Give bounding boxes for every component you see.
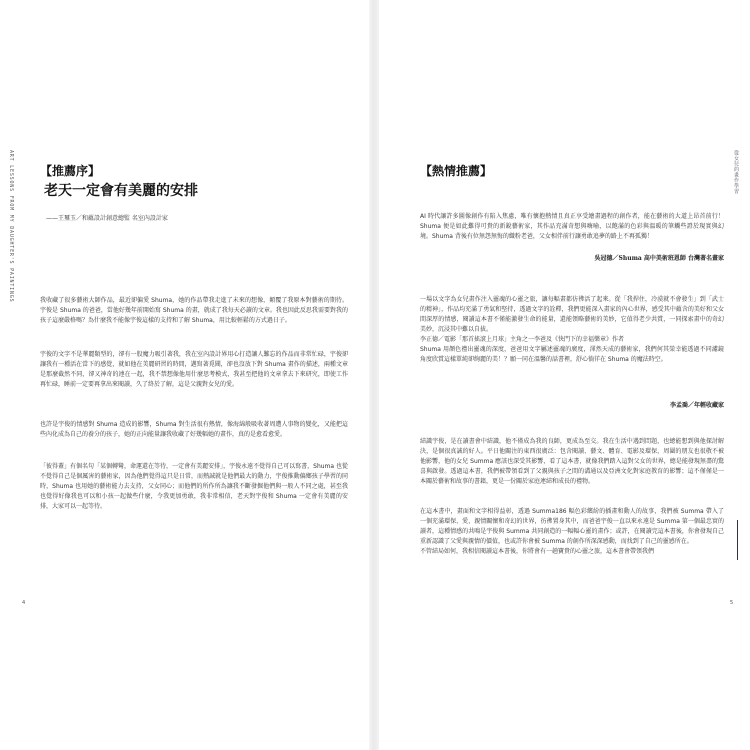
paragraph-1: 我收藏了很多藝術大師作品，最近卻偏愛 Shuma，她的作品帶我走進了未來的想像，顛覆了我原本對藝術的期待。宇俊是 Shuma 的爸爸，當他好幾年前開始寫 Shuma 的畫，就成了我每天必讀的文章。我也因此反思我需要對我的孩子這麼嚴格嗎？為什麼我不能像宇俊這樣的支持和了解 Shuma，用比較輕鬆的方式過日子。 (40, 297, 348, 324)
page-title: 老天一定會有美麗的安排 (44, 183, 198, 199)
section-label: 【熱情推薦】 (420, 164, 493, 178)
section-label: 【推薦序】 (40, 164, 101, 178)
side-rule (737, 520, 738, 560)
recommend-text-3: 結識宇俊，是在讀書會中結識，他不僅成為我的良師，更成為至交。我在生活中遇到問題，也總能想到與他探討解決，是個很真誠的好人。平日他關注的東西很廣泛：包含閱讀、藝文、體育、電影及環保，周圍的朋友也很敬不被他影響，他的女兒 Summa 應該也深受其影響，看了這本書，就像我們踏入這對父女的世界，總是能發現無盡的驚喜與啟發。透過這本書，我們被帶領看到了父親與孩子之間的溝通以及亞洲文化對家庭教育的影響；這不僅僅是一本關於藝術和故事的書籍，更是一份關於家庭連結和成長的禮物。 (420, 438, 724, 485)
page-number: 4 (22, 600, 26, 606)
recommend-text-1: AI 時代讓許多圖像創作有陷入焦慮，唯有懷抱熱情且真正享受繪畫過程的創作者，能在藝術的大道上昂首前行！Shuma 便是如此難得可貴的新銳藝術家，其作品充滿奇想與嗨喻，以飽滿的色彩與溫暖的筆觸些證於現實與幻境。Shuma 背後有位無怨無悔的織粉老爸，父女相伴前行讓勇敢追夢的路上不再孤獨！ (420, 213, 724, 240)
paragraph-4: 「彼得蓋」有個名句「某個轉彎，命運還在等待，一定會有美麗安排」，宇俊永遠不覺得自己可以寫書，Shuma 也從不覺得自己是個厲害的藝術家，因為他們覺得這只是日常，而熱誠就是他們最大的動力，宇俊推動偏鄉孩子學習的同時，Shuma 也用她的藝術能力去支持，父女同心；而他們的所作所為讓我不斷發掘他們與一般人不同之處，甚至我也覺得好像我也可以和小孩一起做些什麼，令我更加勇敢，我非常相信，老天對宇俊和 Shuma 一定會有美麗的安排，大家可以一起等待。 (40, 463, 348, 510)
paragraph-3: 也許是宇俊的情感對 Shuma 造成的影響，Shuma 對生活很有熱情，像海綿般吸收著周遭人事物的變化，又能把這些內化成為自己的養分的孩子，她的正向能量讓我收藏了好幾幅她的畫作，真的是愈看愈愛。 (40, 421, 348, 438)
left-page (0, 0, 370, 750)
page-number: 5 (730, 600, 734, 606)
paragraph-2: 宇俊的文字不是華麗類型的，卻有一股魔力吸引著我，我在室內設計界用心打造讓人難忘的作品而非常忙碌，宇俊卻讓我有一種活在當下的感覺，就如他在美麗研習的時間，邁寫著覓聞，卻也沒放下對 Shuma 畫作的描述，兩種文章是那麼截然不同，卻又神奇的連在一起，我不禁想像他用什麼思考模式，我甚至把他的文章拿去下來研究，即使工作再忙碌，睡前一定要再拿出來閱讀，久了終於了解，這是父親對女兒的愛。 (40, 351, 348, 388)
recommender-signature-1: 吳冠德／Shuma 高中美術班恩師 台灣著名畫家 (594, 255, 724, 262)
recommender-signature-2: 李孟喬／年輕收藏家 (669, 402, 724, 409)
right-page (378, 0, 750, 750)
recommend-text-4: 在這本書中，畫面和文字相得益彰，透過 Summa186 幅色彩繽紛的插畫和動人的故事，我們被 Summa 帶入了一個充滿環保、愛、親情關懷和奇幻的世界，彷彿置身其中，而爸爸宇俊一直以來永遠是 Summa 第一個最忠實的讀者，這種情感的共鳴是宇俊與 Summa 共同創造的一幅幅心靈的畫作；或許，在閱讀完這本書後，你會發現自己重新認識了父愛與親情的價值，也或許你會被 Summa 的創作所深深感動，而找到了自己的靈感所在。 不管結局如何，我相信閱讀這本書後，你將會有一趟寶貴的心靈之旅，這本書會帶領我們 (420, 508, 724, 555)
left-running-title: ART LESSONS FROM MY DAUGHTER'S PAINTINGS (8, 150, 14, 303)
byline: ——王璽玉／和蘊設計創意總監 名室內設計家 (46, 215, 168, 222)
recommend-text-2: 一場以文字為女兒畫作注入靈魂的心靈之旅，讓每幅畫都彷彿活了起來。從「我捍住，冷漠就不會發生」到「武士的精神」，作品均充滿了勇氣和堅持，透過文字的詮釋，我們更能深入畫家的內心世界，感受其中蘊含的美好和父女間深厚的情感，閱讀這本書不僅能激發生命的能量，還能領略藝術的美妙，它值得老少共賞，一同探索畫中的奇幻美妙，沉浸其中難以自拔。 李正德／電影「那首搖滾上月球」主角之一李爸及《快門下的幸福樂章》作者 Shuma 用顏色禮出靈魂的深度，爸爸用文字屬述靈魂的廣度，渾然天成的藝術家，我們何其榮幸能透過不同濾鏡角度欣賞這樣單純卻絢麗的美！？願一同在溫馨的話書裡，舒心徜徉在 Shuma 的魔法時空。 (420, 296, 724, 363)
right-running-title: 從女兒的畫作學習 (733, 150, 739, 194)
